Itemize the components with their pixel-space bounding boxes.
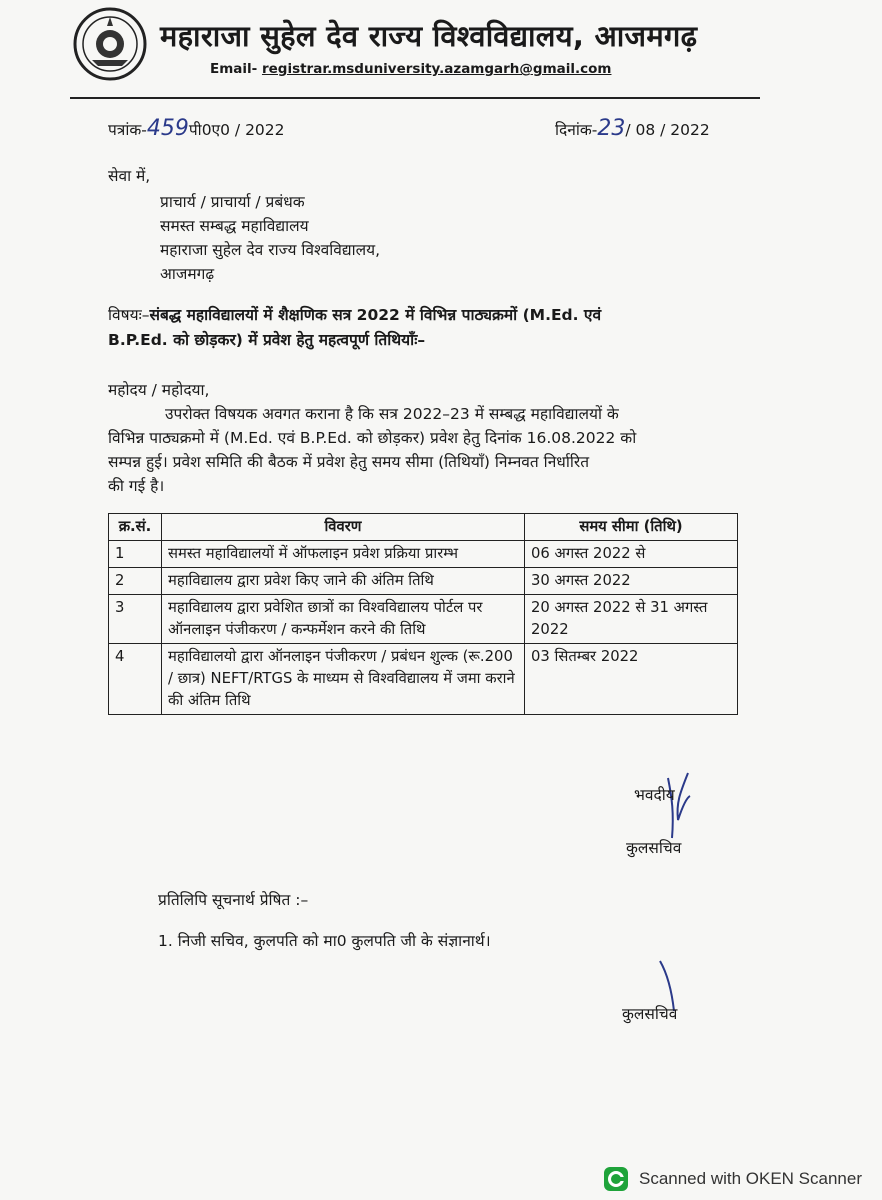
row-serial: 3 [109, 595, 162, 644]
letter-date [555, 116, 710, 141]
table-row [109, 644, 738, 715]
university-name: महाराजा सुहेल देव राज्य विश्वविद्यालय, आजमगढ़ [160, 19, 698, 53]
email-address[interactable]: registrar.msduniversity.azamgarh@gmail.com [261, 61, 612, 77]
reference-suffix: पी0ए0 / 2022 [188, 121, 285, 139]
university-logo [72, 6, 148, 82]
row-serial: 4 [109, 644, 162, 715]
address-line: महाराजा सुहेल देव राज्य विश्वविद्यालय, [160, 241, 381, 259]
reference-handwritten-number: 459 [146, 116, 189, 141]
body-paragraph-line: उपरोक्त विषयक अवगत कराना है कि सत्र 2022–23 में सम्बद्ध महाविद्यालयों के [165, 405, 619, 423]
address-line: आजमगढ़ [160, 265, 215, 283]
date-label: दिनांक- [555, 121, 598, 139]
registrar-title-1: कुलसचिव [626, 839, 682, 857]
body-paragraph-line: की गई है। [108, 477, 165, 495]
scanner-watermark [603, 1166, 862, 1192]
column-header-serial: क्र.सं. [109, 514, 162, 541]
table-row [109, 595, 738, 644]
salutation: सेवा में, [108, 167, 151, 185]
copy-item: 1. निजी सचिव, कुलपति को मा0 कुलपति जी के संज्ञानार्थ। [158, 932, 491, 950]
column-header-deadline: समय सीमा (तिथि) [525, 514, 738, 541]
registrar-title-2: कुलसचिव [622, 1005, 678, 1023]
date-handwritten-day: 23 [597, 116, 626, 141]
reference-prefix: पत्रांक- [108, 121, 147, 139]
row-description: महाविद्यालय द्वारा प्रवेशित छात्रों का विश्वविद्यालय पोर्टल पर ऑनलाइन पंजीकरण / कन्फर्मेशन करने की तिथि [162, 595, 525, 644]
row-description: महाविद्यालयो द्वारा ऑनलाइन पंजीकरण / प्रबंधन शुल्क (रू.200 / छात्र) NEFT/RTGS के माध्यम से विश्वविद्यालय में जमा कराने की अंतिम तिथि [162, 644, 525, 715]
greeting: महोदय / महोदया, [108, 381, 210, 399]
row-deadline: 06 अगस्त 2022 से [525, 541, 738, 568]
subject-text: संबद्ध महाविद्यालयों में शैक्षणिक सत्र 2022 में विभिन्न पाठ्यक्रमों (M.Ed. एवं [149, 306, 602, 324]
table-row [109, 568, 738, 595]
subject-text-cont: B.P.Ed. को छोड़कर) में प्रवेश हेतु महत्वपूर्ण तिथियाँः– [108, 331, 426, 349]
column-header-description: विवरण [162, 514, 525, 541]
body-paragraph-line: विभिन्न पाठ्यक्रमो में (M.Ed. एवं B.P.Ed. को छोड़कर) प्रवेश हेतु दिनांक 16.08.2022 को [108, 429, 637, 447]
row-deadline: 03 सितम्बर 2022 [525, 644, 738, 715]
header-divider [70, 97, 760, 99]
reference-number [108, 116, 285, 141]
row-serial: 2 [109, 568, 162, 595]
row-deadline: 30 अगस्त 2022 [525, 568, 738, 595]
email-line [210, 61, 611, 77]
row-serial: 1 [109, 541, 162, 568]
email-label: Email- [210, 61, 258, 77]
subject-line-1 [108, 303, 738, 325]
scanner-watermark-text: Scanned with OKEN Scanner [638, 1169, 862, 1188]
closing-bhavdiya: भवदीय [634, 786, 675, 804]
row-description: महाविद्यालय द्वारा प्रवेश किए जाने की अंतिम तिथि [162, 568, 525, 595]
date-rest: / 08 / 2022 [625, 121, 710, 139]
address-line: प्राचार्य / प्राचार्या / प्रबंधक [160, 193, 305, 211]
admission-dates-table [108, 513, 738, 715]
address-line: समस्त सम्बद्ध महाविद्यालय [160, 217, 309, 235]
subject-label: विषयः– [108, 306, 150, 324]
body-paragraph-line: सम्पन्न हुई। प्रवेश समिति की बैठक में प्रवेश हेतु समय सीमा (तिथियाँ) निम्नवत निर्धारित [108, 453, 590, 471]
row-deadline: 20 अगस्त 2022 से 31 अगस्त 2022 [525, 595, 738, 644]
table-header-row [109, 514, 738, 541]
row-description: समस्त महाविद्यालयों में ऑफलाइन प्रवेश प्रक्रिया प्रारम्भ [162, 541, 525, 568]
table-row [109, 541, 738, 568]
scanner-logo-icon [603, 1166, 629, 1192]
copy-heading: प्रतिलिपि सूचनार्थ प्रेषित :– [158, 891, 309, 909]
subject-line-2 [108, 328, 425, 350]
